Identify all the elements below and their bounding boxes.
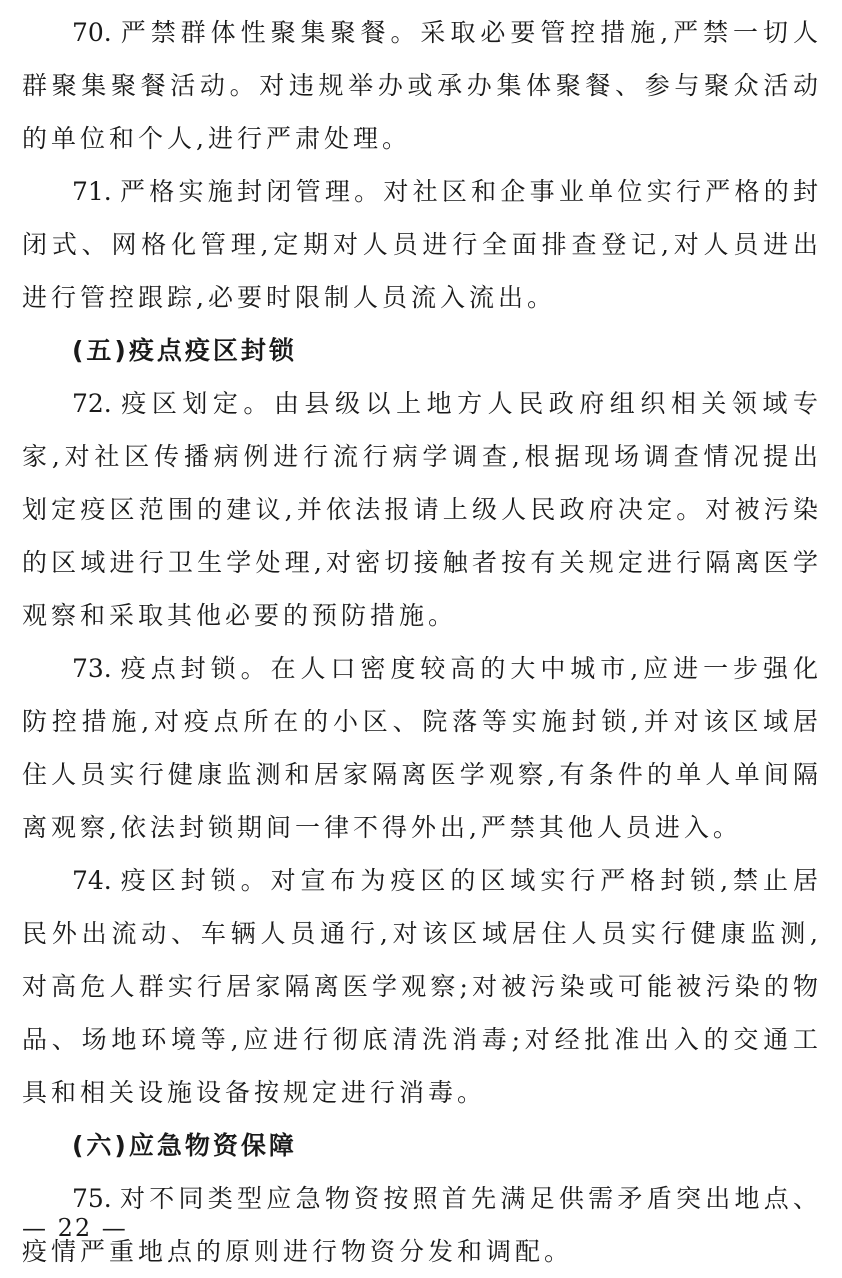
paragraph-text: 疫区划定。由县级以上地方人民政府组织相关领域专家,对社区传播病例进行流行病学调查,根据现场调查情况提出划定疫区范围的建议,并依法报请上级人民政府决定。对被污染的区域进行卫生学处理,对密切接触者按有关规定进行隔离医学观察和采取其他必要的预防措施。 [22, 389, 822, 630]
paragraph-75 [22, 1172, 822, 1278]
paragraph-number: 72. [72, 389, 112, 418]
section-heading-5 [22, 324, 822, 377]
paragraph-text: 对不同类型应急物资按照首先满足供需矛盾突出地点、疫情严重地点的原则进行物资分发和调配。 [22, 1184, 822, 1266]
paragraph-number: 74. [72, 866, 112, 895]
section-heading-6 [22, 1119, 822, 1172]
paragraph-text: 疫区封锁。对宣布为疫区的区域实行严格封锁,禁止居民外出流动、车辆人员通行,对该区域居住人员实行健康监测,对高危人群实行居家隔离医学观察;对被污染或可能被污染的物品、场地环境等,应进行彻底清洗消毒;对经批准出入的交通工具和相关设施设备按规定进行消毒。 [22, 866, 822, 1107]
heading-text: (六)应急物资保障 [72, 1131, 297, 1160]
paragraph-number: 71. [72, 177, 112, 206]
page-number: — 22 — [22, 1214, 128, 1242]
paragraph-text: 疫点封锁。在人口密度较高的大中城市,应进一步强化防控措施,对疫点所在的小区、院落等实施封锁,并对该区域居住人员实行健康监测和居家隔离医学观察,有条件的单人单间隔离观察,依法封锁期间一律不得外出,严禁其他人员进入。 [22, 654, 822, 842]
paragraph-number: 70. [72, 18, 112, 47]
paragraph-text: 严格实施封闭管理。对社区和企事业单位实行严格的封闭式、网格化管理,定期对人员进行全面排查登记,对人员进出进行管控跟踪,必要时限制人员流入流出。 [22, 177, 822, 312]
paragraph-text: 严禁群体性聚集聚餐。采取必要管控措施,严禁一切人群聚集聚餐活动。对违规举办或承办集体聚餐、参与聚众活动的单位和个人,进行严肃处理。 [22, 18, 822, 153]
paragraph-72 [22, 377, 822, 642]
paragraph-number: 75. [72, 1184, 112, 1213]
heading-text: (五)疫点疫区封锁 [72, 336, 297, 365]
paragraph-71 [22, 165, 822, 324]
paragraph-number: 73. [72, 654, 112, 683]
paragraph-74 [22, 854, 822, 1119]
paragraph-73 [22, 642, 822, 854]
document-page [22, 6, 822, 1278]
paragraph-70 [22, 6, 822, 165]
